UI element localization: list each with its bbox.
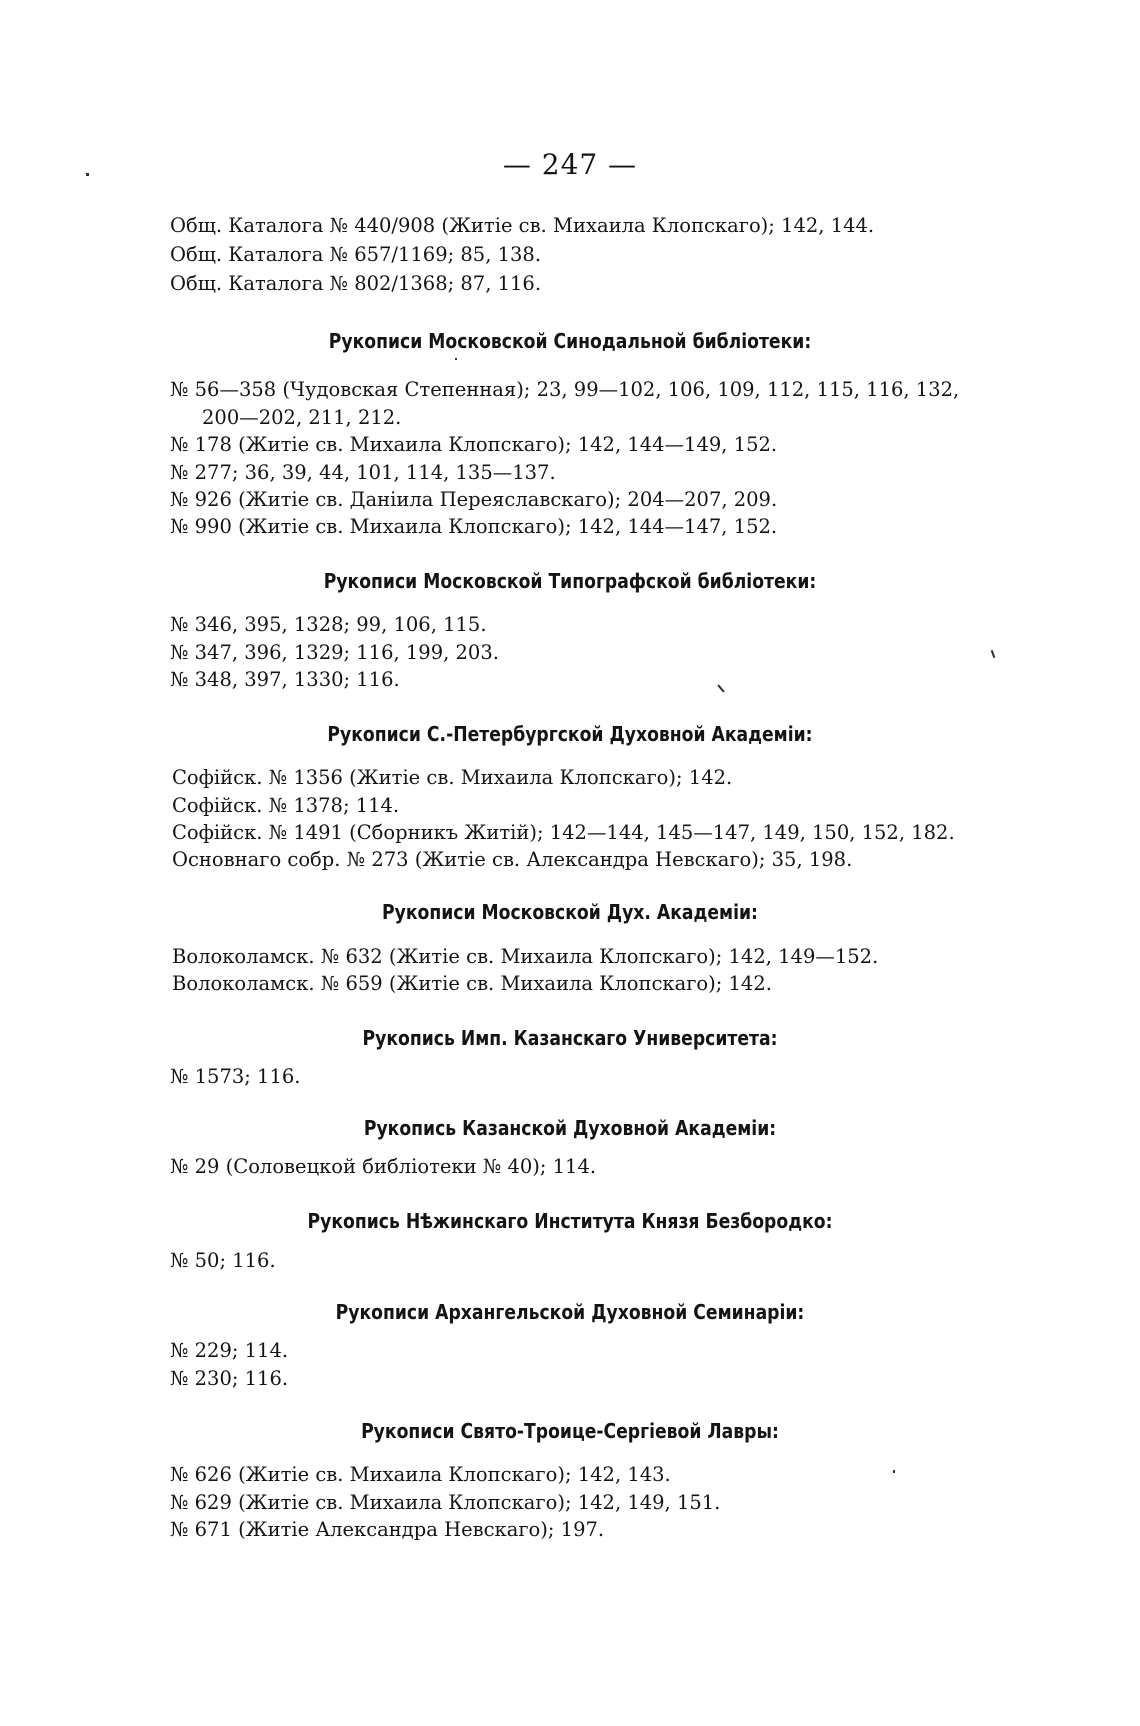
section-heading-nezhin-institute: Рукопись Нѣжинскаго Института Князя Безбородко:: [307, 1209, 833, 1233]
list-item: № 50; 116.: [170, 1249, 276, 1272]
list-item: № 56—358 (Чудовская Степенная); 23, 99—102, 106, 109, 112, 115, 116, 132,: [170, 378, 960, 401]
list-item: Софійск. № 1491 (Сборникъ Житій); 142—144, 145—147, 149, 150, 152, 182.: [172, 821, 955, 844]
list-item: № 671 (Житіе Александра Невскаго); 197.: [170, 1518, 605, 1541]
list-item: № 277; 36, 39, 44, 101, 114, 135—137.: [170, 461, 556, 484]
list-item-continuation: 200—202, 211, 212.: [202, 406, 402, 429]
list-item: Основнаго собр. № 273 (Житіе св. Александра Невскаго); 35, 198.: [172, 848, 853, 871]
scan-speck: [717, 684, 724, 692]
list-item: № 229; 114.: [170, 1339, 289, 1362]
section-heading-arkhangelsk-seminary: Рукописи Архангельской Духовной Семинаріи:: [335, 1300, 805, 1324]
scan-speck: [893, 1470, 895, 1473]
section-heading-synodal: Рукописи Московской Синодальной библіотеки:: [328, 329, 812, 353]
section-heading-kazan-academy: Рукопись Казанской Духовной Академіи:: [363, 1116, 777, 1140]
page-number: — 247 —: [502, 148, 638, 181]
scan-speck: [991, 650, 996, 658]
section-heading-moscow-academy: Рукописи Московской Дух. Академіи:: [382, 900, 758, 924]
intro-line: Общ. Каталога № 440/908 (Житіе св. Михаила Клопскаго); 142, 144.: [170, 214, 875, 237]
list-item: Софійск. № 1356 (Житіе св. Михаила Клопскаго); 142.: [172, 766, 733, 789]
list-item: № 990 (Житіе св. Михаила Клопскаго); 142, 144—147, 152.: [170, 515, 778, 538]
list-item: № 347, 396, 1329; 116, 199, 203.: [170, 641, 499, 664]
list-item: № 348, 397, 1330; 116.: [170, 668, 400, 691]
section-heading-typographic: Рукописи Московской Типографской библіотеки:: [323, 569, 817, 593]
list-item: № 346, 395, 1328; 99, 106, 115.: [170, 613, 487, 636]
list-item: Волоколамск. № 632 (Житіе св. Михаила Клопскаго); 142, 149—152.: [172, 945, 879, 968]
list-item: № 926 (Житіе св. Даніила Переяславскаго); 204—207, 209.: [170, 488, 778, 511]
scan-speck: [86, 173, 89, 176]
list-item: № 626 (Житіе св. Михаила Клопскаго); 142, 143.: [170, 1463, 671, 1486]
list-item: Волоколамск. № 659 (Житіе св. Михаила Клопскаго); 142.: [172, 972, 772, 995]
list-item: Софійск. № 1378; 114.: [172, 794, 400, 817]
scan-speck: [455, 358, 457, 360]
list-item: № 178 (Житіе св. Михаила Клопскаго); 142, 144—149, 152.: [170, 433, 778, 456]
list-item: № 230; 116.: [170, 1367, 289, 1390]
intro-line: Общ. Каталога № 802/1368; 87, 116.: [170, 272, 542, 295]
list-item: № 629 (Житіе св. Михаила Клопскаго); 142, 149, 151.: [170, 1491, 721, 1514]
list-item: № 29 (Соловецкой библіотеки № 40); 114.: [170, 1155, 597, 1178]
intro-line: Общ. Каталога № 657/1169; 85, 138.: [170, 243, 542, 266]
section-heading-petersburg-academy: Рукописи С.-Петербургской Духовной Академіи:: [327, 722, 813, 746]
section-heading-kazan-university: Рукопись Имп. Казанскаго Университета:: [362, 1026, 778, 1050]
list-item: № 1573; 116.: [170, 1065, 301, 1088]
section-heading-trinity-lavra: Рукописи Свято-Троице-Сергіевой Лавры:: [361, 1419, 779, 1443]
